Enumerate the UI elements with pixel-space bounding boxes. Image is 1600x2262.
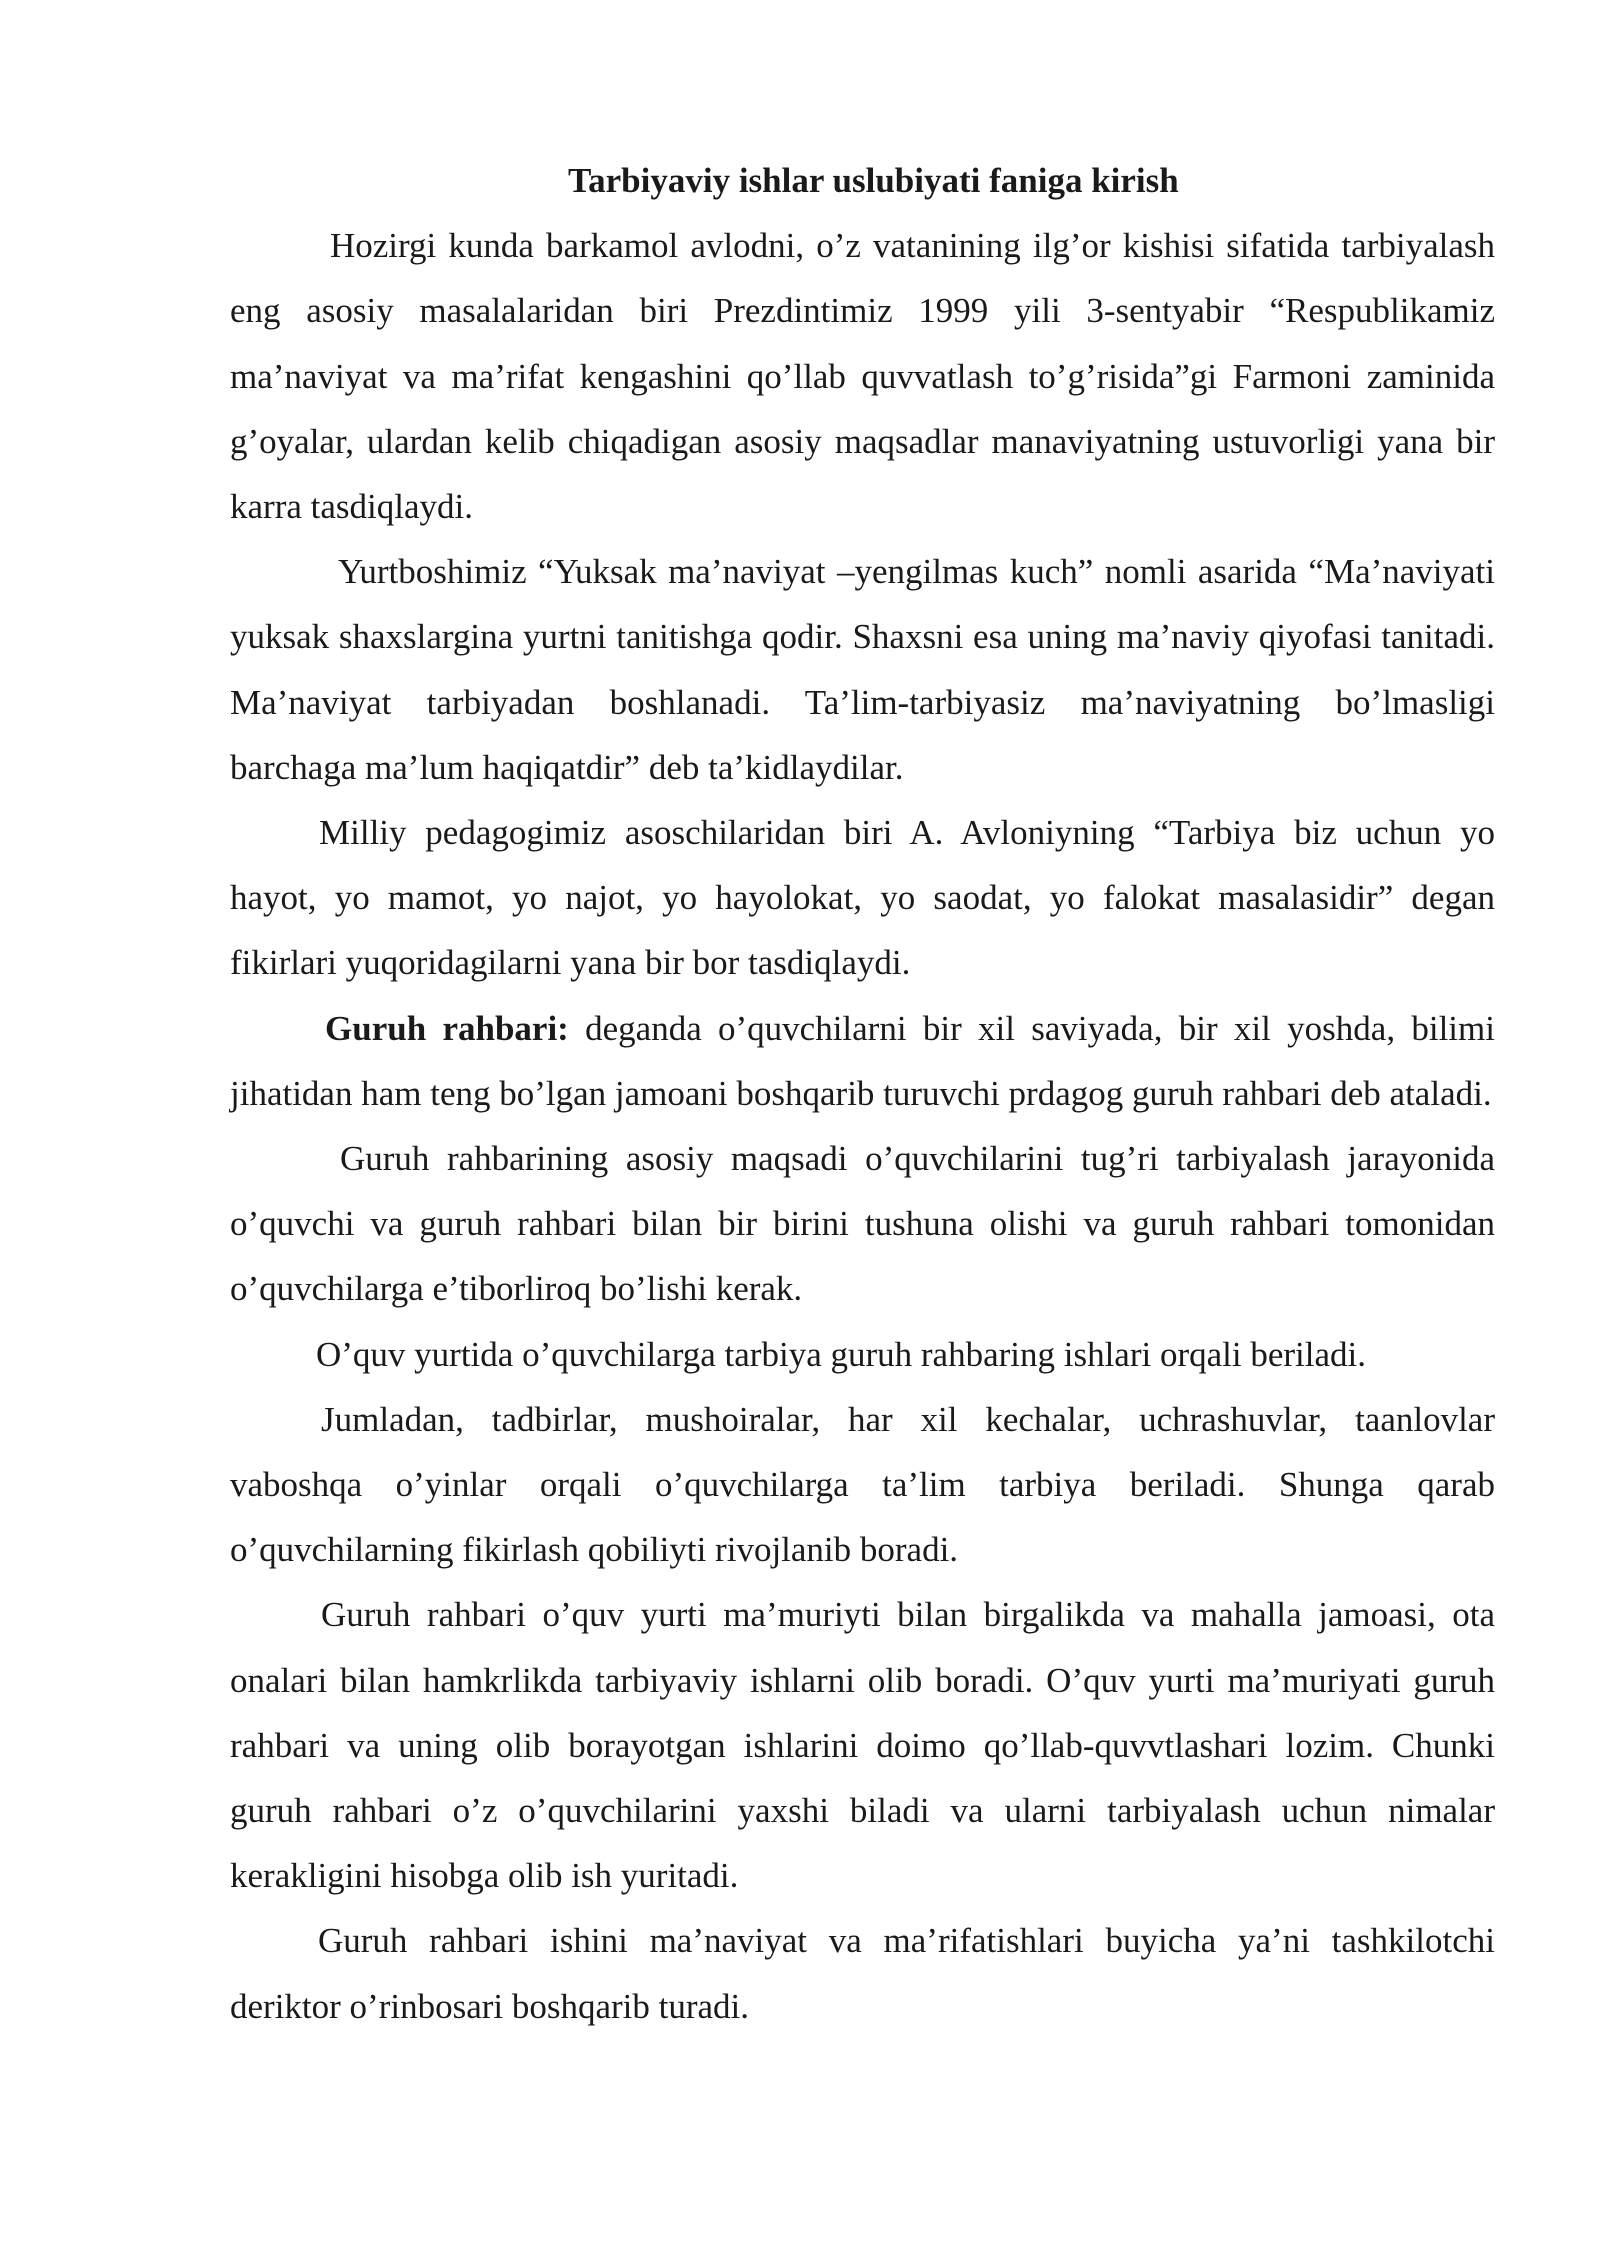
paragraph-5 bbox=[230, 1126, 1495, 1322]
paragraph-4 bbox=[230, 996, 1495, 1126]
paragraph-6-text: O’quv yurtida o’quvchilarga tarbiya guruh rahbaring ishlari orqali beriladi. bbox=[316, 1334, 1366, 1374]
paragraph-2-text: Yurtboshimiz “Yuksak ma’naviyat –yengilmas kuch” nomli asarida “Ma’naviyati yuksak shaxslargina yurtni tanitishga qodir. Shaxsni esa uning ma’naviy qiyofasi tanitadi. Ma’naviyat tarbiyadan boshlanadi. Ta’lim-tarbiyasiz ma’naviyatning bo’lmasligi barchaga ma’lum haqiqatdir” deb ta’kidlaydilar. bbox=[230, 552, 1495, 787]
paragraph-3 bbox=[230, 800, 1495, 996]
paragraph-4-text: deganda o’quvchilarni bir xil saviyada, bir xil yoshda, bilimi jihatidan ham teng bo’lgan jamoani boshqarib turuvchi prdagog guruh rahbari deb ataladi. bbox=[230, 1008, 1495, 1113]
paragraph-6 bbox=[230, 1322, 1495, 1387]
paragraph-7-text: Jumladan, tadbirlar, mushoiralar, har xil kechalar, uchrashuvlar, taanlovlar vaboshqa o’yinlar orqali o’quvchilarga ta’lim tarbiya beriladi. Shunga qarab o’quvchilarning fikirlash qobiliyti rivojlanib boradi. bbox=[230, 1399, 1495, 1570]
guruh-rahbari-term: Guruh rahbari: bbox=[325, 1008, 569, 1048]
document-title: Tarbiyaviy ishlar uslubiyati faniga kirish bbox=[568, 161, 1179, 200]
paragraph-7 bbox=[230, 1387, 1495, 1583]
paragraph-2 bbox=[230, 539, 1495, 800]
paragraph-8 bbox=[230, 1582, 1495, 1908]
document-body bbox=[230, 148, 1495, 2039]
paragraph-9 bbox=[230, 1908, 1495, 2038]
paragraph-9-text: Guruh rahbari ishini ma’naviyat va ma’rifatishlari buyicha ya’ni tashkilotchi deriktor o’rinbosari boshqarib turadi. bbox=[230, 1921, 1495, 2026]
paragraph-1 bbox=[230, 213, 1495, 539]
paragraph-5-text: Guruh rahbarining asosiy maqsadi o’quvchilarini tug’ri tarbiyalash jarayonida o’quvchi va guruh rahbari bilan bir birini tushuna olishi va guruh rahbari tomonidan o’quvchilarga e’tiborliroq bo’lishi kerak. bbox=[230, 1139, 1495, 1309]
paragraph-8-text: Guruh rahbari o’quv yurti ma’muriyti bilan birgalikda va mahalla jamoasi, ota onalari bilan hamkrlikda tarbiyaviy ishlarni olib boradi. O’quv yurti ma’muriyati guruh rahbari va uning olib borayotgan ishlarini doimo qo’llab-quvvtlashari lozim. Chunki guruh rahbari o’z o’quvchilarini yaxshi biladi va ularni tarbiyalash uchun nimalar kerakligini hisobga olib ish yuritadi. bbox=[230, 1595, 1495, 1896]
paragraph-3-text: Milliy pedagogimiz asoschilaridan biri A. Avloniyning “Tarbiya biz uchun yo hayot, yo mamot, yo najot, yo hayolokat, yo saodat, yo falokat masalasidir” degan fikirlari yuqoridagilarni yana bir bor tasdiqlaydi. bbox=[230, 813, 1495, 983]
paragraph-1-text: Hozirgi kunda barkamol avlodni, o’z vatanining ilg’or kishisi sifatida tarbiyalash eng asosiy masalalaridan biri Prezdintimiz 1999 yili 3-sentyabir “Respublikamiz ma’naviyat va ma’rifat kengashini qo’llab quvvatlash to’g’risida”gi Farmoni zaminida g’oyalar, ulardan kelib chiqadigan asosiy maqsadlar manaviyatning ustuvorligi yana bir karra tasdiqlaydi. bbox=[230, 226, 1495, 527]
